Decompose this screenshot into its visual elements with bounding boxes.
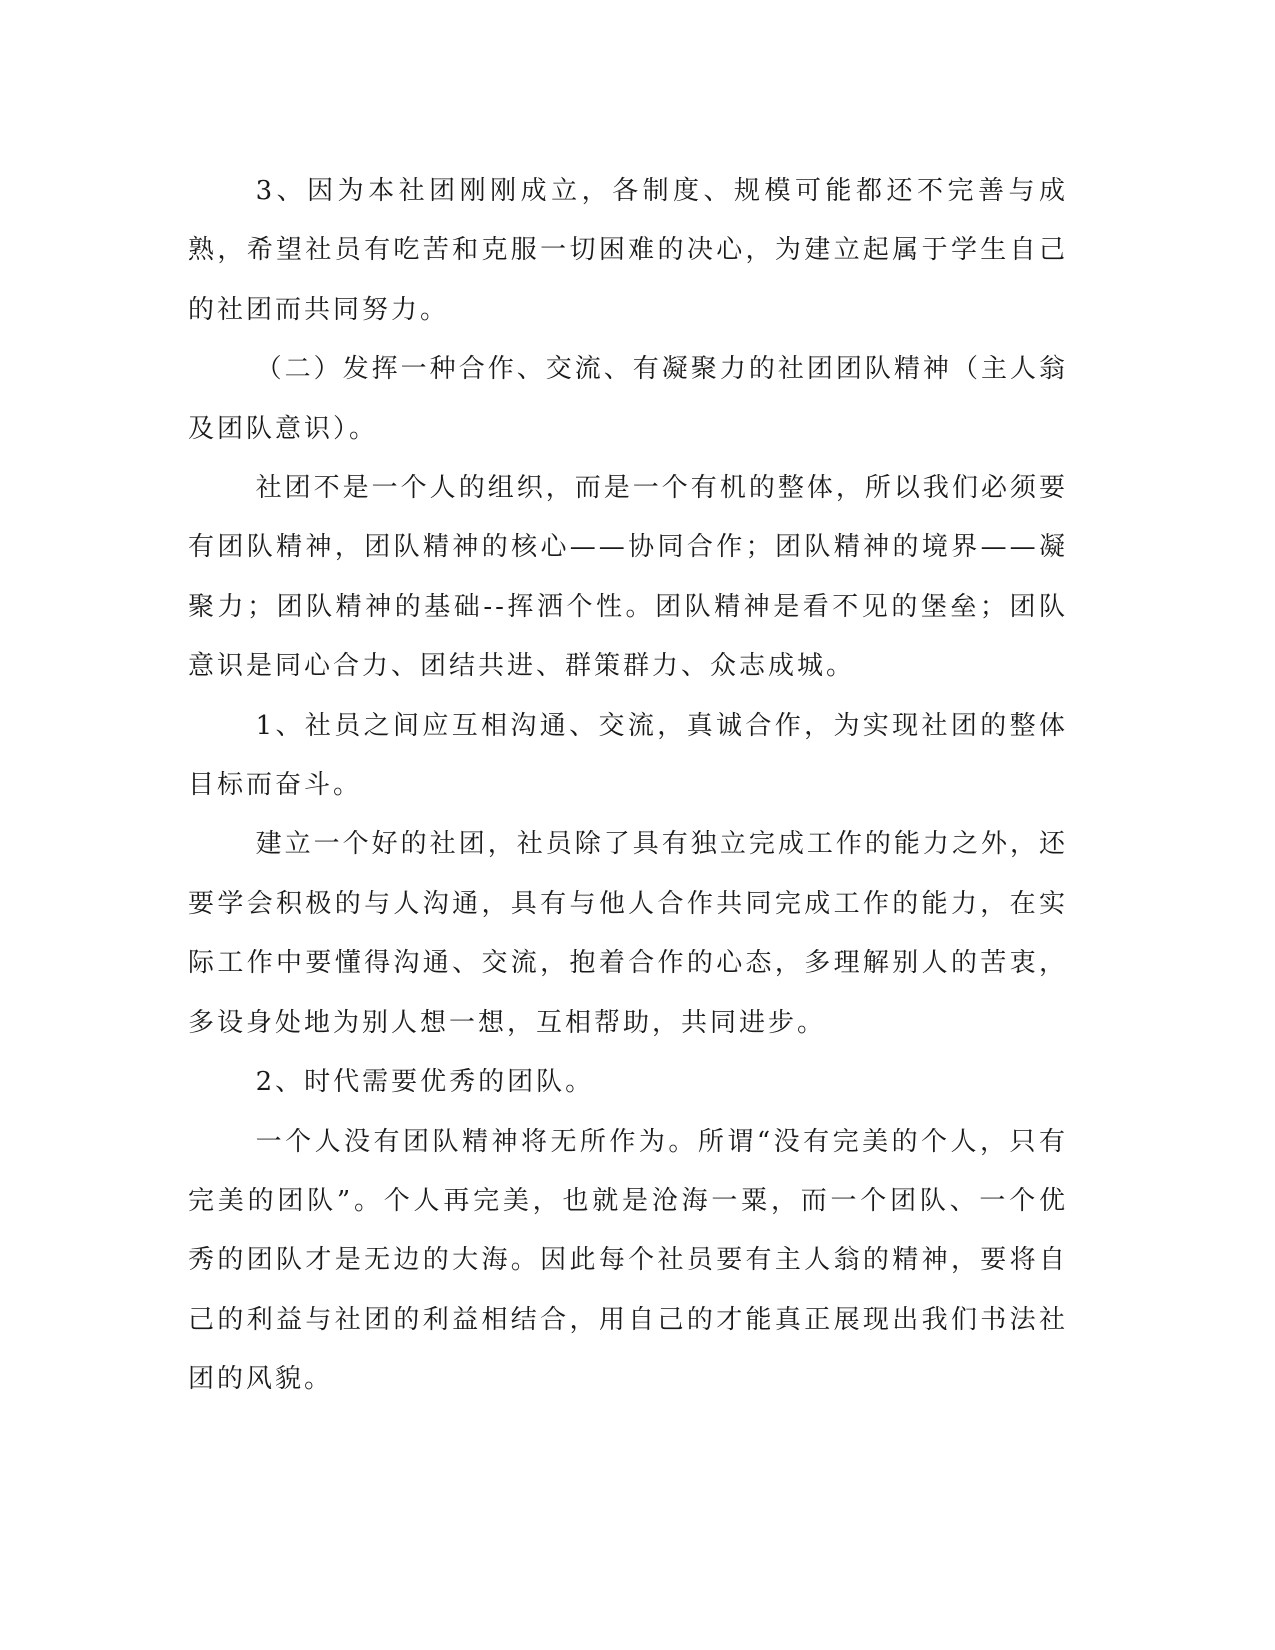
paragraph-team-spirit: 社团不是一个人的组织，而是一个有机的整体，所以我们必须要有团队精神，团队精神的核心——协同合作；团队精神的境界——凝聚力；团队精神的基础--挥洒个性。团队精神是看不见的堡垒；团队意识是同心合力、团结共进、群策群力、众志成城。 [188, 473, 1068, 682]
document-body [188, 162, 1068, 1410]
paragraph-item-3-intro: 3、因为本社团刚刚成立，各制度、规模可能都还不完善与成熟，希望社员有吃苦和克服一切困难的决心，为建立起属于学生自己的社团而共同努力。 [188, 176, 1068, 325]
paragraph-item-2: 2、时代需要优秀的团队。 [255, 1067, 595, 1098]
paragraph-excellent-team: 一个人没有团队精神将无所作为。所谓“没有完美的个人，只有完美的团队”。个人再完美，也就是沧海一粟，而一个团队、一个优秀的团队才是无边的大海。因此每个社员要有主人翁的精神，要将自己的利益与社团的利益相结合，用自己的才能真正展现出我们书法社团的风貌。 [188, 1126, 1068, 1395]
paragraph-item-1: 1、社员之间应互相沟通、交流，真诚合作，为实现社团的整体目标而奋斗。 [188, 710, 1068, 801]
section-heading-team-spirit: （二）发挥一种合作、交流、有凝聚力的社团团队精神（主人翁及团队意识）。 [188, 354, 1068, 444]
paragraph-good-club: 建立一个好的社团，社员除了具有独立完成工作的能力之外，还要学会积极的与人沟通，具有与他人合作共同完成工作的能力，在实际工作中要懂得沟通、交流，抱着合作的心态，多理解别人的苦衷，多设身处地为别人想一想，互相帮助，共同进步。 [188, 829, 1068, 1038]
